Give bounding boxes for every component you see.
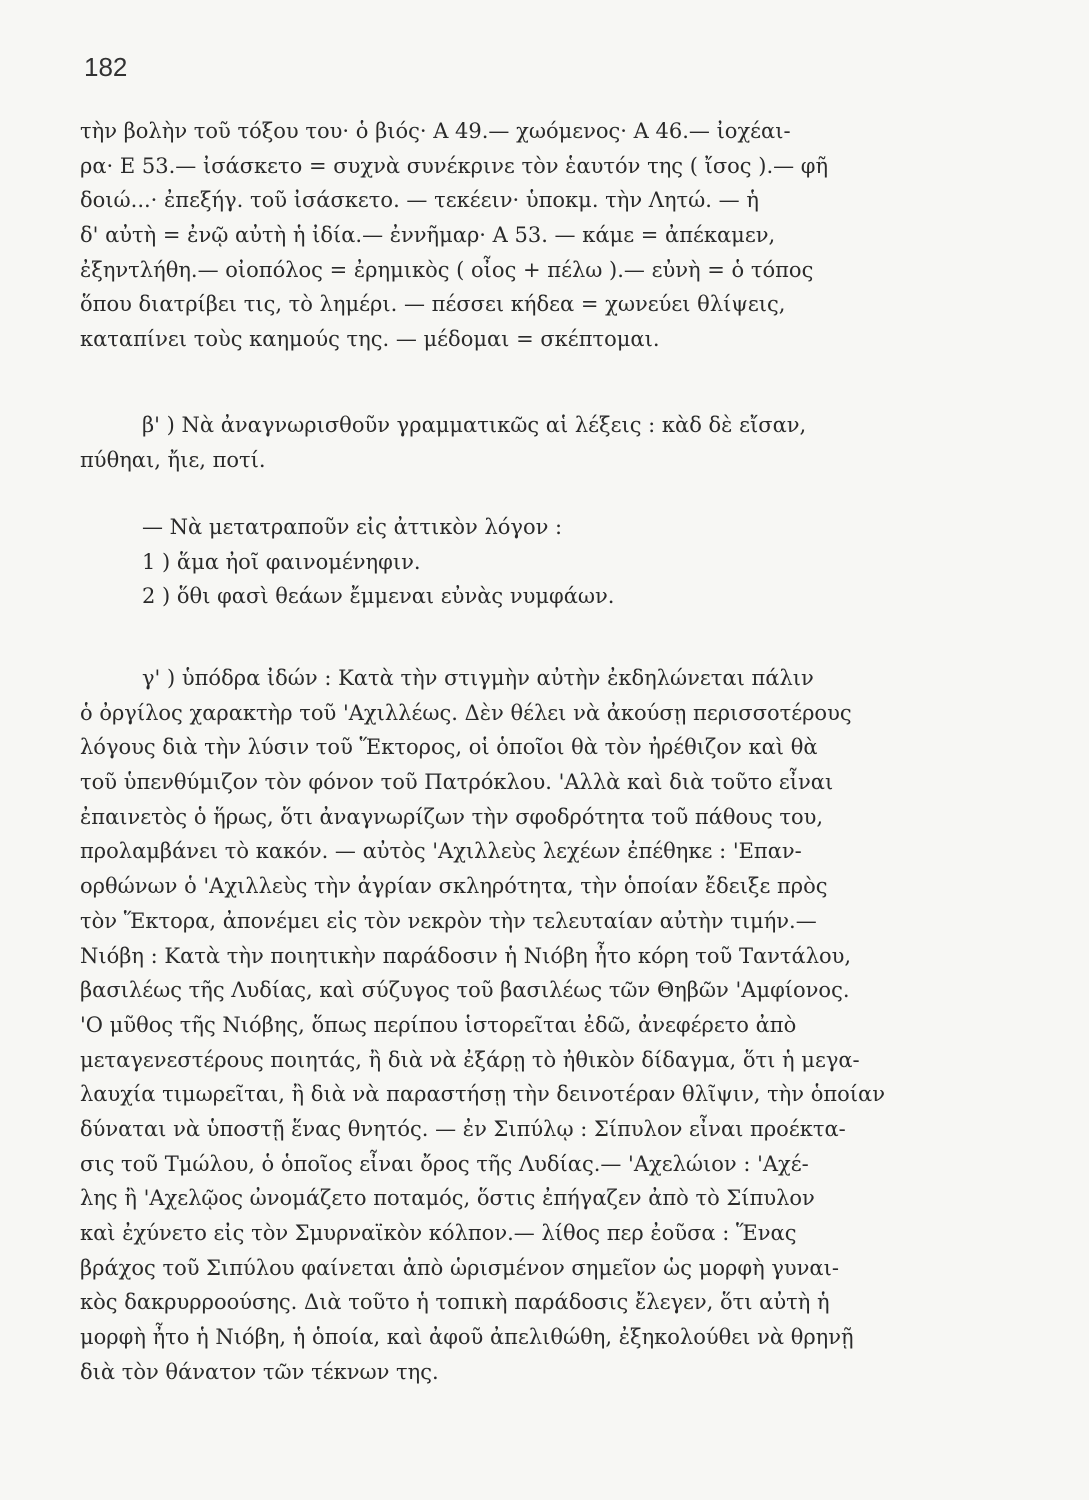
- text-line: βράχος τοῦ Σιπύλου φαίνεται ἀπὸ ὡρισμένον σημεῖον ὡς μορφὴ γυναι-: [80, 1255, 839, 1280]
- text-line: σις τοῦ Τμώλου, ὁ ὁποῖος εἶναι ὄρος τῆς Λυδίας.— 'Αχελώιον : 'Αχέ-: [80, 1151, 809, 1176]
- text-line: — Νὰ μετατραποῦν εἰς ἀττικὸν λόγον :: [142, 515, 563, 539]
- text-line: μεταγενεστέρους ποιητάς, ἢ διὰ νὰ ἐξάρῃ τὸ ἠθικὸν δίδαγμα, ὅτι ἡ μεγα-: [80, 1047, 860, 1072]
- text-line: 1 ) ἅμα ἠοῖ φαινομένηφιν.: [142, 549, 421, 574]
- text-line: Νιόβη : Κατὰ τὴν ποιητικὴν παράδοσιν ἡ Νιόβη ἦτο κόρη τοῦ Ταντάλου,: [80, 943, 852, 968]
- text-line: ορθώνων ὁ 'Αχιλλεὺς τὴν ἀγρίαν σκληρότητα, τὴν ὁποίαν ἔδειξε πρὸς: [80, 874, 828, 899]
- glossary-paragraph: [80, 114, 980, 357]
- text-line: διὰ τὸν θάνατον τῶν τέκνων της.: [80, 1359, 439, 1384]
- text-line: 'Ο μῦθος τῆς Νιόβης, ὅπως περίπου ἱστορεῖται ἐδῶ, ἀνεφέρετο ἀπὸ: [80, 1012, 797, 1037]
- text-line: 2 ) ὅθι φασὶ θεάων ἔμμεναι εὐνὰς νυμφάων.: [142, 584, 615, 609]
- text-line: ὅπου διατρίβει τις, τὸ λημέρι. — πέσσει κήδεα = χωνεύει θλίψεις,: [80, 292, 786, 317]
- text-line: γ' ) ὑπόδρα ἰδών : Κατὰ τὴν στιγμὴν αὐτὴν ἐκδηλώνεται πάλιν: [142, 666, 814, 690]
- text-line: καταπίνει τοὺς καημούς της. — μέδομαι = σκέπτομαι.: [80, 327, 660, 352]
- text-line: τὴν βολὴν τοῦ τόξου του· ὁ βιός· Α 49.— χωόμενος· Α 46.— ἰοχέαι-: [80, 119, 791, 143]
- page-number: 182: [84, 52, 128, 82]
- exercise-beta-paragraph: [80, 408, 980, 477]
- text-line: τοῦ ὑπενθύμιζον τὸν φόνον τοῦ Πατρόκλου. 'Αλλὰ καὶ διὰ τοῦτο εἶναι: [80, 770, 834, 795]
- commentary-gamma-paragraph: [80, 661, 980, 1389]
- text-line: λόγους διὰ τὴν λύσιν τοῦ Ἕκτορος, οἱ ὁποῖοι θὰ τὸν ἠρέθιζον καὶ θὰ: [80, 735, 818, 760]
- text-line: β' ) Νὰ ἀναγνωρισθοῦν γραμματικῶς αἱ λέξεις : κὰδ δὲ εἴσαν,: [142, 413, 807, 437]
- text-line: πύθηαι, ἤιε, ποτί.: [80, 447, 266, 472]
- text-line: ὁ ὀργίλος χαρακτὴρ τοῦ 'Αχιλλέως. Δὲν θέλει νὰ ἀκούσῃ περισσοτέρους: [80, 700, 852, 725]
- text-line: καὶ ἐχύνετο εἰς τὸν Σμυρναϊκὸν κόλπον.— λίθος περ ἐοῦσα : Ἕνας: [80, 1221, 797, 1245]
- text-line: βασιλέως τῆς Λυδίας, καὶ σύζυγος τοῦ βασιλέως τῶν Θηβῶν 'Αμφίονος.: [80, 978, 850, 1003]
- text-line: προλαμβάνει τὸ κακόν. — αὐτὸς 'Αχιλλεὺς λεχέων ἐπέθηκε : 'Επαν-: [80, 839, 802, 864]
- exercise-translation-paragraph: [80, 510, 980, 614]
- text-line: δύναται νὰ ὑποστῇ ἕνας θνητός. — ἐν Σιπύλῳ : Σίπυλον εἶναι προέκτα-: [80, 1116, 846, 1141]
- text-line: ἐπαινετὸς ὁ ἥρως, ὅτι ἀναγνωρίζων τὴν σφοδρότητα τοῦ πάθους του,: [80, 804, 824, 829]
- text-line: λαυχία τιμωρεῖται, ἢ διὰ νὰ παραστήσῃ τὴν δεινοτέραν θλῖψιν, τὴν ὁποίαν: [80, 1082, 885, 1107]
- text-line: ρα· Ε 53.— ἰσάσκετο = συχνὰ συνέκρινε τὸν ἑαυτόν της ( ἴσος ).— φῆ: [80, 153, 829, 178]
- text-line: τὸν Ἕκτορα, ἀπονέμει εἰς τὸν νεκρὸν τὴν τελευταίαν αὐτὴν τιμήν.—: [80, 908, 817, 933]
- text-line: ἐξηντλήθη.— οἰοπόλος = ἐρημικὸς ( οἶος + πέλω ).— εὐνὴ = ὁ τόπος: [80, 257, 814, 282]
- text-line: δοιώ...· ἐπεξήγ. τοῦ ἰσάσκετο. — τεκέειν· ὑποκμ. τὴν Λητώ. — ἡ: [80, 188, 759, 213]
- text-line: λης ἢ 'Αχελῷος ὠνομάζετο ποταμός, ὅστις ἐπήγαζεν ἀπὸ τὸ Σίπυλον: [80, 1186, 815, 1211]
- text-line: δ' αὐτὴ = ἐνῷ αὐτὴ ἡ ἰδία.— ἐννῆμαρ· Α 53. — κάμε = ἀπέκαμεν,: [80, 223, 776, 248]
- text-line: κὸς δακρυρροούσης. Διὰ τοῦτο ἡ τοπικὴ παράδοσις ἔλεγεν, ὅτι αὐτὴ ἡ: [80, 1290, 830, 1315]
- text-line: μορφὴ ἦτο ἡ Νιόβη, ἡ ὁποία, καὶ ἀφοῦ ἀπελιθώθη, ἐξηκολούθει νὰ θρηνῇ: [80, 1325, 854, 1350]
